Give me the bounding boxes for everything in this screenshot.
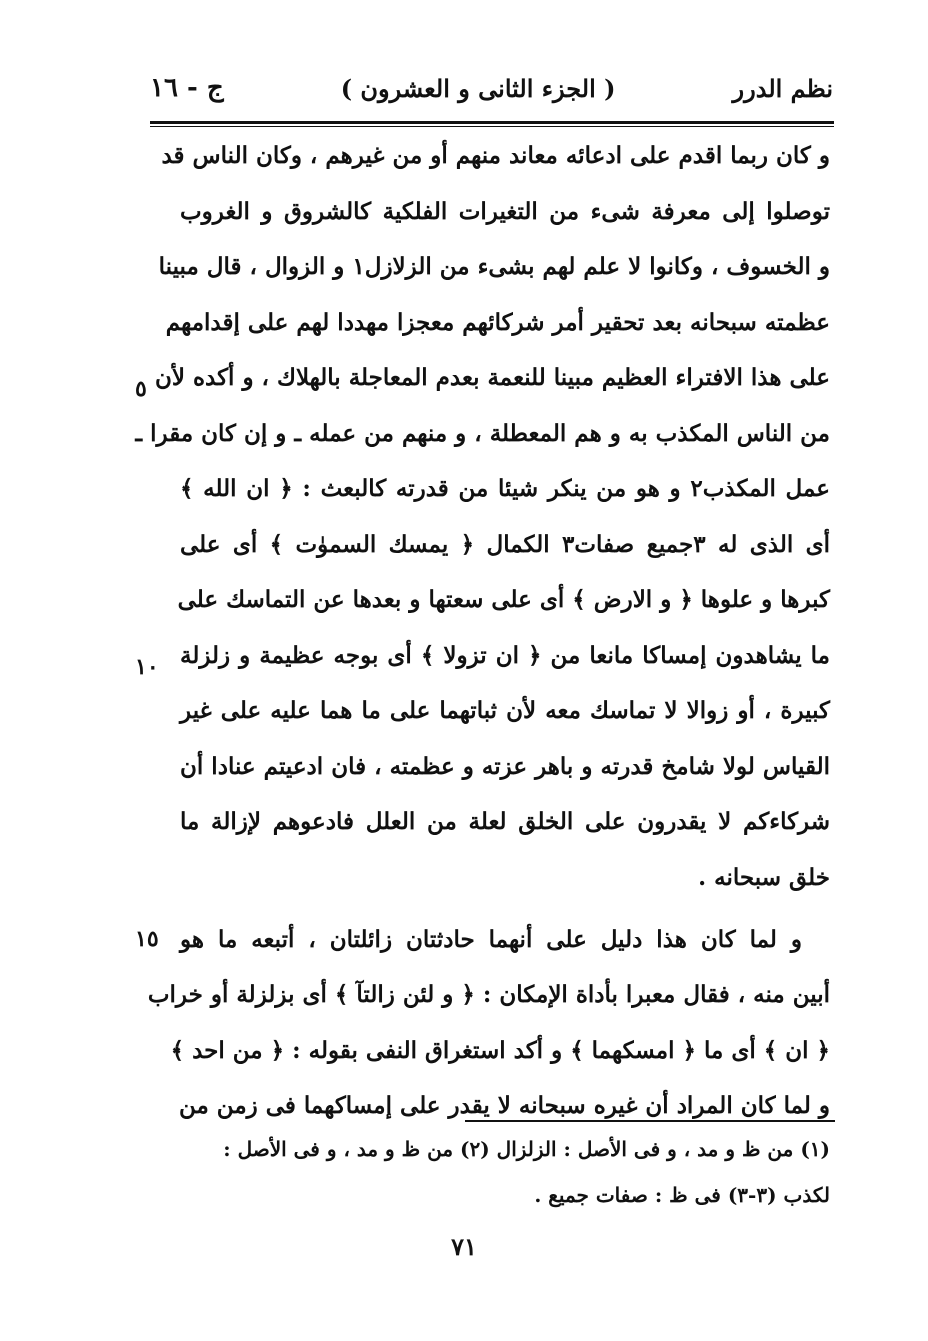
text-line: عظمته سبحانه بعد تحقير أمر شركائهم معجزا مهددا لهم على إقدامهم [165,308,830,336]
text-line: القياس لولا شامخ قدرته و باهر عزته و عظمته ، فان ادعيتم عنادا أن [180,752,830,780]
text-line: أى الذى له ٣جميع صفات٣ الكمال ﴿ يمسك السموٰت ﴾ أى على [180,530,830,558]
text-line: و لما كان المراد أن غيره سبحانه لا يقدر على إمساكهما فى زمن من [178,1092,830,1119]
footnote-line: (١) من ظ و مد ، و فى الأصل : الزلزال (٢) من ظ و مد ، و فى الأصل : [223,1137,830,1161]
text-line: خلق سبحانه . [698,863,830,891]
text-line: على هذا الافتراء العظيم مبينا للنعمة بعدم المعاجلة بالهلاك ، و أكده لأن [154,364,830,391]
text-line: كبرها و علوها ﴿ و الارض ﴾ أى على سعتها و بعدها عن التماسك على [177,586,830,613]
text-line: كبيرة ، أو زوالا لا تماسك معه لأن ثباتهما على ما هما عليه على غير [180,697,830,724]
text-line: توصلوا إلى معرفة شىء من التغيرات الفلكية كالشروق و الغروب [180,197,830,225]
text-line: و كان ربما اقدم على ادعائه معاند منهم أو من غيرهم ، وكان الناس قد [161,142,830,169]
text-line: و الخسوف ، وكانوا لا علم لهم بشىء من الزلازل١ و الزوال ، قال مبينا [158,253,830,280]
volume-label: ج - ١٦ [150,73,224,103]
line-number: ١٠ [135,654,159,680]
page-number: ٧١ [451,1232,477,1261]
header-rule-thin [150,126,834,127]
text-line: أبين منه ، فقال معبرا بأداة الإمكان : ﴿ و لئن زالتآ ﴾ أى بزلزلة أو خراب [147,981,830,1008]
text-line: ﴿ ان ﴾ أى ما ﴿ امسكهما ﴾ و أكد استغراق النفى بقوله : ﴿ من احد ﴾ [170,1036,830,1064]
footnotes [180,1126,830,1218]
book-title: نظم الدرر [732,73,833,103]
part-title: ( الجزء الثانى و العشرون ) [340,73,616,103]
footnote-rule [465,1120,835,1122]
line-number: ١٥ [135,926,159,952]
line-number: ٥ [135,376,147,402]
text-line: و لما كان هذا دليل على أنهما حادثتان زائلتان ، أتبعه ما هو [180,925,802,953]
running-header [150,62,833,114]
text-line: من الناس المكذب به و هم المعطلة ، و منهم من عمله ـ و إن كان مقرا ـ [135,419,830,447]
header-rule [150,121,834,124]
footnote-line: لكذب (٣-٣) فى ظ : صفات جميع . [534,1183,830,1207]
text-line: عمل المكذب٢ و هو من ينكر شيئا من قدرته كالبعث : ﴿ ان الله ﴾ [180,475,830,502]
text-line: ما يشاهدون إمساكا مانعا من ﴿ ان تزولا ﴾ أى بوجه عظيمة و زلزلة [180,641,830,669]
text-line: شركاءكم لا يقدرون على الخلق لعلة من العلل فادعوهم لإزالة ما [180,808,830,835]
